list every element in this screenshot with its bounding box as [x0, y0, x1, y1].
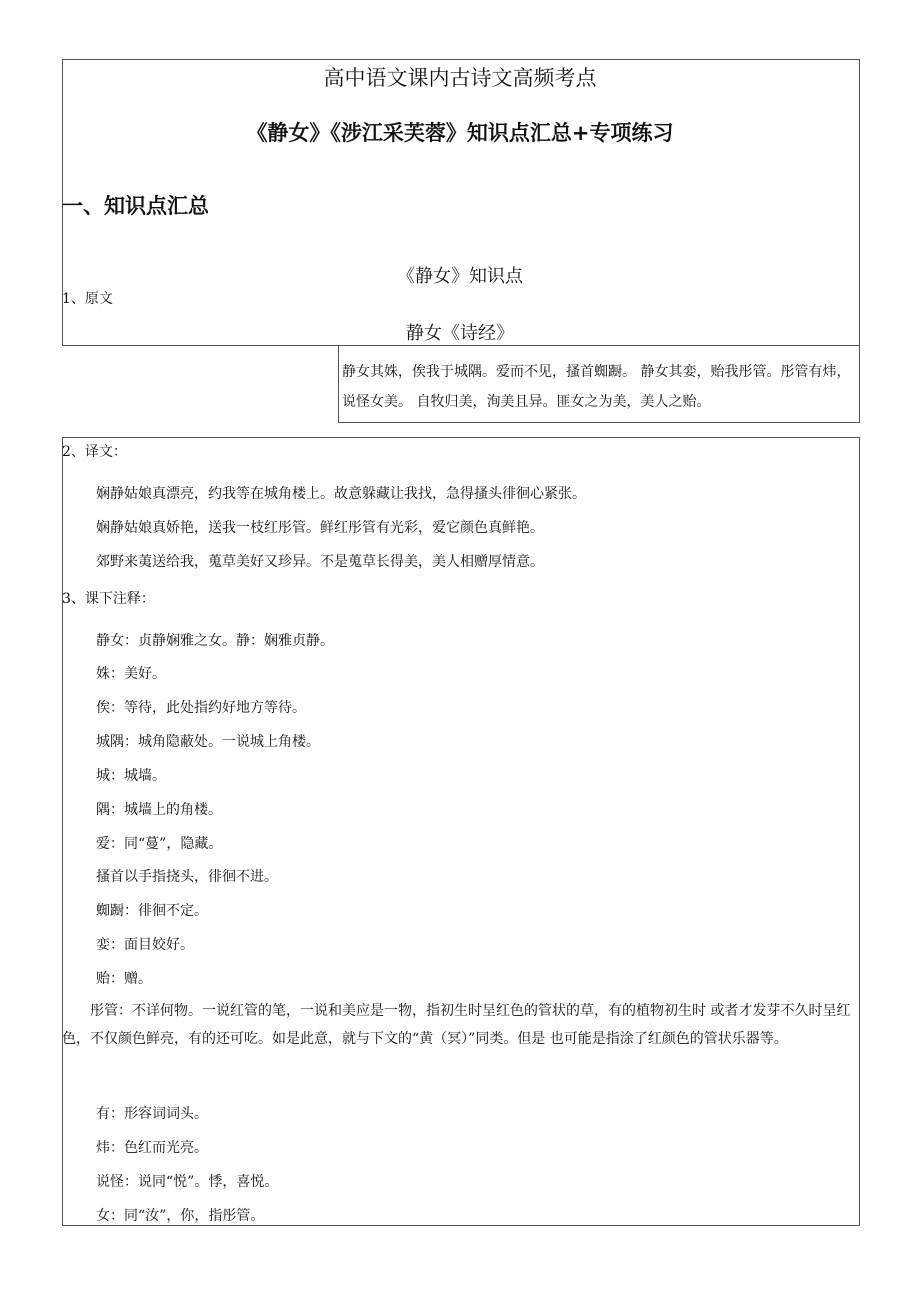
note-item: 炜：色红而光亮。	[96, 1140, 208, 1156]
poem-title: 静女《诗经》	[406, 323, 514, 344]
note-item: 爱：同“蔓”，隐藏。	[96, 836, 223, 852]
translation-line: 郊野来荑送给我，蒐草美好又珍异。不是蒐草长得美，美人相赠厚情意。	[96, 554, 544, 570]
note-item: 搔首以手指挠头，徘徊不进。	[96, 869, 278, 885]
note-item: 静女：贞静娴雅之女。静：娴雅贞静。	[96, 633, 334, 649]
note-item: 有：形容词词头。	[96, 1106, 208, 1122]
translation-line: 娴静姑娘真娇艳，送我一枝红彤管。鲜红彤管有光彩，爱它颜色真鲜艳。	[96, 520, 544, 536]
note-item: 俟：等待，此处指约好地方等待。	[96, 700, 306, 716]
section-subtitle: 《静女》知识点	[397, 266, 523, 287]
doc-title-line2: 《静女》《涉江采芙蓉》知识点汇总+专项练习	[246, 121, 674, 145]
note-item: 城隅：城角隐蔽处。一说城上角楼。	[96, 734, 320, 750]
note-tongguan: 彤管：不详何物。一说红管的笔，一说和美应是一物，指初生时呈红色的管状的草，有的植物初生时 或者才发芽不久时呈红色，不仅颜色鲜亮，有的还可吃。如是此意，就与下文的“黄（冥）”同类。但是 也可能是指涂了红颜色的管状乐器等。	[62, 1003, 851, 1047]
note-item: 城：城墙。	[96, 768, 166, 784]
note-item: 女：同“汝”，你，指彤管。	[96, 1208, 265, 1224]
notes-label: 3、课下注释：	[62, 591, 155, 607]
note-item: 隅：城墙上的角楼。	[96, 802, 222, 818]
note-item: 蜘蹰：徘徊不定。	[96, 903, 208, 919]
translation-line: 娴静姑娘真漂亮，约我等在城角楼上。故意躲藏让我找，急得搔头徘徊心紧张。	[96, 486, 586, 502]
poem-text: 静女其姝，俟我于城隅。爱而不见，搔首蜘蹰。 静女其娈，贻我彤管。彤管有炜，说怪女美。 自牧归美，洵美且异。匪女之为美，美人之贻。	[342, 364, 851, 410]
doc-title-line1: 高中语文课内古诗文高频考点	[323, 66, 597, 90]
section-heading: 一、知识点汇总	[62, 194, 209, 218]
note-item: 娈：面目姣好。	[96, 937, 194, 953]
note-item: 姝：美好。	[96, 666, 166, 682]
translation-label: 2、译文：	[62, 444, 127, 460]
note-item: 贻：赠。	[96, 971, 152, 987]
note-item: 说怪：说同“悦”。悸，喜悦。	[96, 1174, 279, 1190]
original-text-label: 1、原文	[62, 291, 113, 307]
